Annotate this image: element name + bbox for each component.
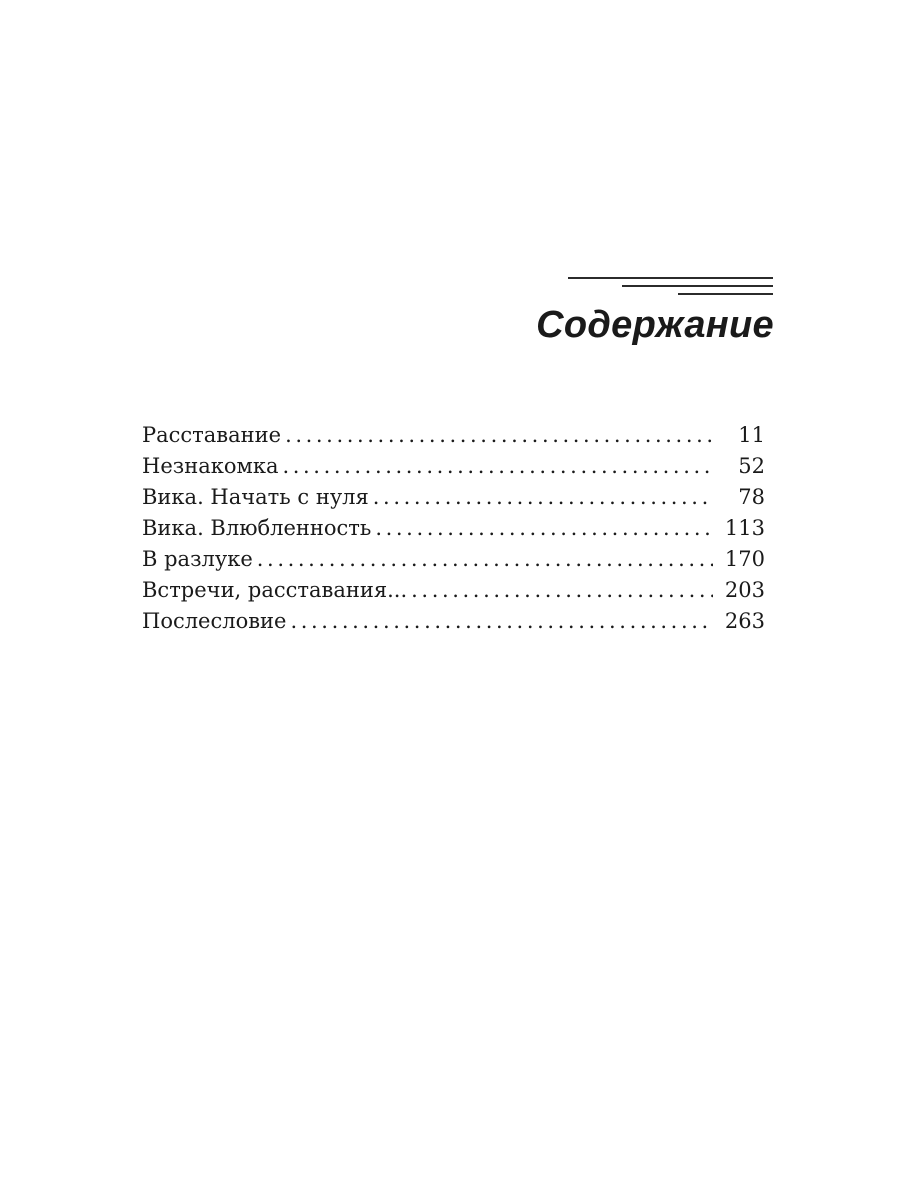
toc-entry-title: Вика. Начать с нуля [142, 485, 369, 509]
toc-entry-page-number: 113 [724, 516, 765, 540]
toc-entry-title: Встречи, расставания... [142, 578, 408, 602]
decorative-rule-bottom [678, 293, 773, 295]
dot-leader [411, 575, 713, 606]
dot-leader [282, 451, 713, 482]
toc-entry[interactable] [142, 451, 765, 482]
toc-entry[interactable] [142, 420, 765, 451]
toc-entry-title: Незнакомка [142, 454, 279, 478]
dot-leader [375, 513, 713, 544]
toc-entry-page-number: 263 [724, 609, 765, 633]
toc-entry[interactable] [142, 575, 765, 606]
toc-entry-page-number: 52 [738, 454, 765, 478]
toc-entry-title: Вика. Влюбленность [142, 516, 372, 540]
toc-entry-page-number: 11 [738, 423, 765, 447]
toc-entry-title: В разлуке [142, 547, 253, 571]
dot-leader [373, 482, 713, 513]
dot-leader [290, 606, 713, 637]
toc-entry[interactable] [142, 513, 765, 544]
dot-leader [285, 420, 713, 451]
decorative-rule-middle [622, 285, 773, 287]
toc-entry-title: Послесловие [142, 609, 287, 633]
toc-list [142, 420, 765, 637]
toc-entry[interactable] [142, 544, 765, 575]
toc-entry-page-number: 78 [738, 485, 765, 509]
dot-leader [257, 544, 713, 575]
toc-entry-title: Расставание [142, 423, 282, 447]
toc-entry[interactable] [142, 606, 765, 637]
toc-heading: Содержание [536, 304, 774, 346]
toc-entry-page-number: 170 [724, 547, 765, 571]
toc-entry-page-number: 203 [724, 578, 765, 602]
toc-entry[interactable] [142, 482, 765, 513]
decorative-rule-top [568, 277, 773, 279]
